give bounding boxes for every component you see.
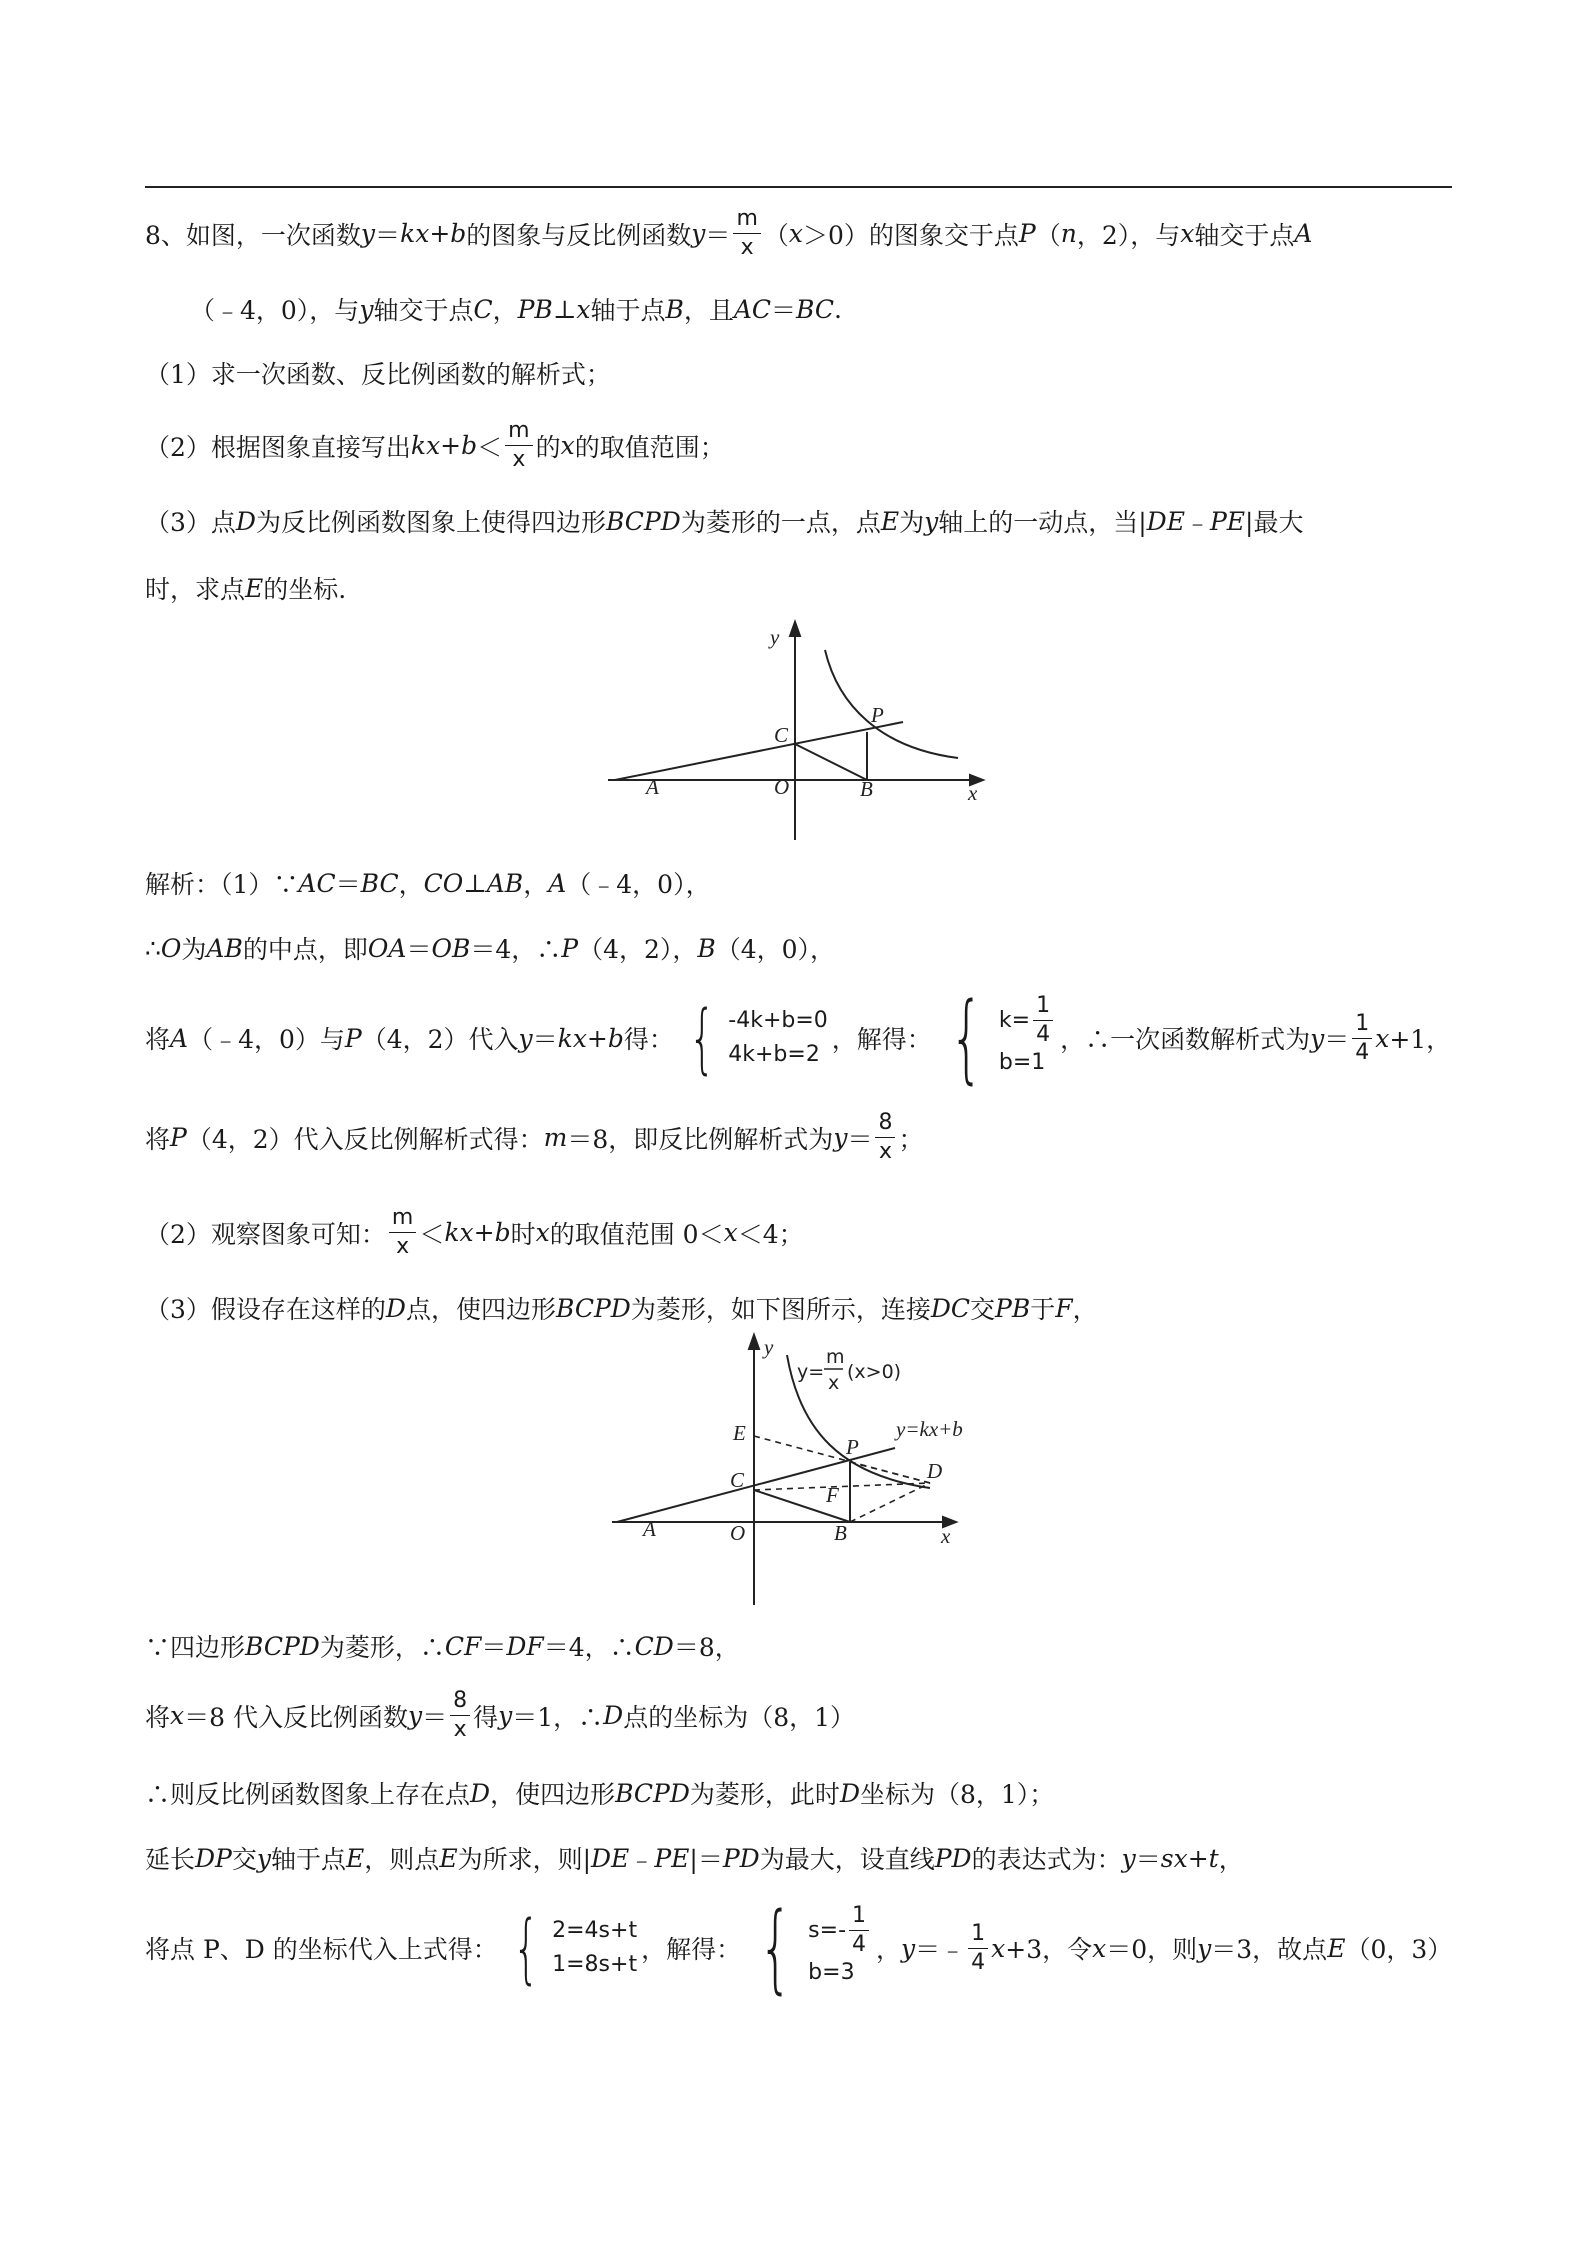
- fraction-m-over-x: [505, 420, 532, 471]
- text: [728, 1004, 828, 1072]
- text: DC: [930, 1293, 971, 1323]
- text: （﹣4，0）与: [188, 1025, 345, 1054]
- text: ＝: [481, 1633, 507, 1662]
- curve-label: [797, 1346, 901, 1394]
- text: 得: [473, 1702, 499, 1732]
- text: 点的坐标为（8，1）: [623, 1702, 856, 1732]
- text: ＜: [477, 432, 503, 462]
- text: ＝: [705, 220, 731, 250]
- text: 得：: [623, 1025, 674, 1054]
- text: b: [450, 219, 467, 248]
- text: 点，使四边形: [405, 1295, 556, 1324]
- text: ＝: [1324, 1025, 1350, 1054]
- label-b: B: [834, 1521, 847, 1545]
- text: 的坐标.: [263, 575, 347, 604]
- text: ＝: [375, 220, 401, 250]
- text: x: [560, 431, 575, 460]
- label-b: B: [860, 777, 873, 801]
- text: n: [1060, 219, 1077, 248]
- line-kx-b: [615, 722, 903, 780]
- text: y: [901, 1933, 916, 1963]
- svg-text:(x>0): (x>0): [847, 1361, 902, 1383]
- text: 时，求点: [145, 575, 246, 604]
- solution-line-6: [145, 1290, 1098, 1326]
- solution-line-1: [145, 865, 711, 901]
- text: [1033, 995, 1053, 1046]
- text: BC: [796, 294, 835, 324]
- label-c: C: [730, 1468, 745, 1492]
- label-p: P: [846, 1435, 859, 1459]
- text: 4: [852, 1932, 867, 1958]
- text: 为: [181, 935, 207, 964]
- text: ＝: [406, 935, 432, 964]
- label-x: x: [941, 1524, 951, 1548]
- text: ，: [876, 1935, 902, 1964]
- text: （1）求一次函数、反比例函数的解析式；: [145, 360, 611, 389]
- text: 4: [1355, 1039, 1370, 1065]
- text: P: [561, 933, 579, 963]
- text: CO: [423, 868, 464, 898]
- text: ∴则反比例函数图象上存在点: [145, 1780, 471, 1809]
- text: CF: [444, 1631, 482, 1661]
- text: （4，2），: [578, 935, 698, 964]
- text: ；: [898, 1124, 924, 1154]
- text: .: [834, 294, 842, 324]
- text: ⊥: [552, 294, 577, 324]
- text: D: [839, 1778, 860, 1808]
- text: [808, 1905, 872, 1956]
- solution-line-10: [145, 1840, 1244, 1876]
- text: +: [1187, 1843, 1209, 1873]
- label-y: y: [764, 1335, 774, 1359]
- text: ，∴一次函数解析式为: [1060, 1025, 1311, 1054]
- text: P: [170, 1123, 187, 1152]
- text: x: [1092, 1933, 1107, 1963]
- text: ＝4，∴: [470, 935, 562, 964]
- question-2: [145, 420, 725, 471]
- text: DF: [506, 1631, 544, 1661]
- text: D: [385, 1293, 406, 1323]
- figure-1: [600, 615, 1000, 845]
- solution-system-1: [936, 982, 1056, 1094]
- label-a: A: [646, 775, 659, 799]
- text: DE: [591, 1843, 630, 1873]
- text: 的: [535, 432, 561, 462]
- line-label: y=kx+b: [896, 1417, 963, 1441]
- text: kx: [557, 1023, 587, 1053]
- text: PB: [995, 1293, 1031, 1323]
- text: y: [1310, 1023, 1325, 1053]
- problem-line-2: [190, 291, 842, 327]
- text: BCPD: [615, 1778, 690, 1808]
- text: ，: [1072, 1295, 1098, 1324]
- text: B: [697, 933, 716, 963]
- text: ，则点: [364, 1845, 440, 1874]
- text: BCPD: [245, 1631, 320, 1661]
- solution-line-11: [145, 1892, 1453, 2004]
- text: 为所求，则|: [457, 1845, 591, 1874]
- text: BC: [360, 868, 399, 898]
- question-1: [145, 355, 611, 391]
- text: 坐标为（8，1）；: [859, 1780, 1055, 1809]
- line-kx-b: [617, 1448, 895, 1522]
- text: ＝0，则: [1106, 1935, 1198, 1964]
- text: y: [498, 1701, 513, 1730]
- text: 8、如图，一次函数: [145, 220, 361, 250]
- segment-cd: [754, 1483, 930, 1490]
- text: ∵四边形: [145, 1633, 246, 1662]
- text: ＝: [771, 296, 797, 325]
- figure-2: [600, 1325, 1000, 1615]
- text: A: [1294, 219, 1313, 248]
- text: A: [548, 868, 567, 898]
- brace: {: [949, 982, 984, 1094]
- text: +: [586, 1023, 608, 1053]
- text: ﹣: [629, 1845, 655, 1874]
- text: E: [1327, 1933, 1346, 1963]
- text: E: [439, 1843, 458, 1873]
- equation-system-2: [502, 1903, 638, 1992]
- text: y: [691, 219, 706, 248]
- text: E: [346, 1843, 365, 1873]
- text: ，解得：: [831, 1025, 932, 1054]
- text: 为菱形，∴: [319, 1633, 445, 1662]
- text: DE: [1146, 506, 1185, 536]
- text: m: [733, 208, 760, 234]
- text: kx: [400, 219, 430, 248]
- text: ＝: [847, 1124, 873, 1154]
- text: P: [1018, 219, 1036, 248]
- text: ，2），与: [1076, 220, 1181, 250]
- text: PD: [722, 1843, 760, 1873]
- text: ∴: [145, 933, 161, 963]
- text: +3，令: [1005, 1935, 1093, 1964]
- text: （4，2）代入反比例解析式得：: [186, 1124, 544, 1154]
- text: （3）假设存在这样的: [145, 1295, 386, 1324]
- text: ＝8，即反比例解析式为: [567, 1124, 834, 1154]
- text: b=3: [808, 1960, 855, 1986]
- text: （0，3）: [1345, 1935, 1453, 1964]
- text: 的中点，即: [242, 935, 368, 964]
- text: 4: [1036, 1022, 1051, 1048]
- text: E: [880, 506, 900, 536]
- text: ＝: [422, 1702, 448, 1732]
- text: （: [763, 220, 789, 250]
- label-o: O: [730, 1521, 746, 1545]
- text: （﹣4，0），: [566, 870, 711, 899]
- text: （3）点: [145, 508, 236, 537]
- text: [552, 1914, 637, 1982]
- text: ＝3，故点: [1211, 1935, 1328, 1964]
- text: x: [535, 1218, 550, 1247]
- text: x: [453, 1717, 467, 1742]
- solution-line-3: [145, 982, 1452, 1094]
- text: [808, 1905, 872, 1990]
- text: m: [543, 1123, 568, 1152]
- text: （4，2）代入: [361, 1025, 519, 1054]
- text: ，且: [683, 296, 734, 325]
- label-e: E: [733, 1421, 746, 1445]
- text: ，: [492, 296, 518, 325]
- header-rule: [145, 186, 1452, 188]
- text: x: [788, 219, 803, 248]
- solution-line-4: [145, 1112, 923, 1163]
- text: ＝4，∴: [543, 1633, 635, 1662]
- solution-system-2: [745, 1892, 872, 2004]
- text: +: [473, 1218, 495, 1247]
- text: y: [518, 1023, 533, 1053]
- text: +: [429, 219, 451, 248]
- text: 为: [899, 508, 925, 537]
- fraction-8-over-x: [450, 1690, 470, 1741]
- segment-cb: [795, 744, 867, 780]
- text: ＞0）的图象交于点: [803, 220, 1019, 250]
- text: b: [494, 1218, 511, 1247]
- label-o: O: [774, 775, 790, 799]
- text: 为菱形，此时: [689, 1780, 840, 1809]
- text: 轴交于点: [1194, 220, 1295, 250]
- text: 1: [1033, 995, 1053, 1021]
- text: m: [505, 420, 532, 446]
- text: 为最大，设直线: [759, 1845, 935, 1874]
- text: 的取值范围 0＜: [549, 1219, 724, 1249]
- text: [999, 995, 1056, 1080]
- fraction-one-quarter: [968, 1920, 988, 1975]
- text: AB: [486, 868, 524, 898]
- text: b=1: [998, 1050, 1046, 1076]
- text: sx: [1160, 1843, 1188, 1873]
- text: x: [740, 235, 754, 260]
- y-axis-arrow: [790, 622, 800, 636]
- fraction-8-over-x: [875, 1112, 895, 1163]
- text: 1=8s+t: [552, 1952, 638, 1977]
- text: PD: [934, 1843, 972, 1873]
- text: （4，0），: [715, 935, 836, 964]
- text: |＝: [689, 1845, 723, 1874]
- text: DP: [195, 1843, 232, 1873]
- text: C: [473, 294, 493, 324]
- text: O: [160, 933, 182, 963]
- text: 1: [1352, 1013, 1372, 1039]
- text: ＝: [532, 1025, 558, 1054]
- text: 时: [510, 1219, 536, 1249]
- text: 交: [231, 1845, 257, 1874]
- text: y: [1197, 1933, 1212, 1963]
- text: y: [360, 219, 376, 248]
- text: x: [1375, 1023, 1390, 1053]
- text: B: [665, 294, 684, 324]
- text: y: [833, 1123, 848, 1152]
- text: 将点 P、D 的坐标代入上式得：: [145, 1935, 498, 1964]
- text: 4k+b=2: [728, 1042, 820, 1067]
- text: 为菱形，如下图所示，连接: [630, 1295, 931, 1324]
- text: PE: [1209, 506, 1246, 536]
- text: ，: [1218, 1845, 1244, 1874]
- text: （2）根据图象直接写出: [145, 432, 411, 462]
- brace: {: [758, 1892, 793, 2004]
- text: y: [256, 1843, 272, 1873]
- text: OA: [367, 933, 407, 963]
- svg-text:x: x: [828, 1372, 840, 1394]
- text: t: [1208, 1843, 1219, 1873]
- text: PE: [654, 1843, 690, 1873]
- text: k=: [998, 1007, 1031, 1033]
- solution-line-7: [145, 1628, 740, 1664]
- text: 为反比例函数图象上使得四边形: [255, 508, 606, 537]
- text: s=-: [808, 1917, 847, 1943]
- text: 轴于点: [271, 1845, 347, 1874]
- text: 8: [450, 1690, 470, 1716]
- text: kx: [444, 1218, 474, 1247]
- fraction-m-over-x: [389, 1207, 416, 1258]
- text: （: [1035, 220, 1061, 250]
- text: 将: [145, 1025, 171, 1054]
- equation-system-1: [678, 993, 828, 1082]
- text: ＝1，∴: [512, 1702, 604, 1732]
- text: 解析：（1）∵: [145, 870, 299, 899]
- y-axis-arrow: [749, 1335, 759, 1349]
- text: ＝: [1135, 1845, 1161, 1874]
- text: ＝﹣: [915, 1935, 966, 1964]
- question-3-line-2: [145, 570, 346, 606]
- text: 将: [145, 1702, 171, 1732]
- text: +1，: [1389, 1025, 1452, 1054]
- text: D: [235, 506, 256, 536]
- text: ，: [398, 870, 424, 899]
- text: 轴于点: [590, 296, 666, 325]
- text: +: [440, 431, 462, 460]
- text: CD: [634, 1631, 674, 1661]
- text: |最大: [1245, 508, 1304, 537]
- solution-line-2: [145, 930, 835, 966]
- text: ＝8，: [673, 1633, 740, 1662]
- text: y: [1121, 1843, 1136, 1873]
- label-p: P: [871, 703, 884, 727]
- text: [999, 995, 1056, 1046]
- text: OB: [431, 933, 471, 963]
- text: ⊥: [463, 868, 487, 898]
- text: AC: [298, 868, 336, 898]
- text: x: [878, 1139, 892, 1164]
- fraction-m-over-x: [733, 208, 760, 259]
- text: F: [1055, 1293, 1073, 1323]
- text: 为菱形的一点，点: [680, 508, 881, 537]
- text: 交: [970, 1295, 996, 1324]
- text: P: [344, 1023, 362, 1053]
- label-d: D: [927, 1459, 943, 1483]
- text: 1: [968, 1923, 988, 1949]
- label-c: C: [774, 723, 789, 747]
- solution-line-9: [145, 1775, 1054, 1811]
- text: x: [170, 1701, 185, 1730]
- text: （2）观察图象可知：: [145, 1219, 386, 1249]
- text: y: [359, 294, 374, 324]
- text: x: [512, 447, 526, 472]
- text: 8: [875, 1112, 895, 1138]
- text: 的表达式为：: [971, 1845, 1122, 1874]
- segment-bd: [850, 1483, 930, 1522]
- text: BCPD: [555, 1293, 631, 1323]
- fraction-one-quarter: [1352, 1010, 1372, 1065]
- text: x: [1180, 219, 1195, 248]
- text: E: [245, 573, 264, 603]
- text: 1: [849, 1905, 869, 1931]
- label-x: x: [968, 781, 978, 805]
- text: ＜: [419, 1219, 445, 1249]
- hyperbola: [825, 650, 958, 758]
- problem-line-1: [145, 208, 1312, 259]
- text: x: [723, 1218, 738, 1247]
- text: ﹣: [1184, 508, 1210, 537]
- solution-line-8: [145, 1690, 855, 1741]
- text: D: [603, 1701, 624, 1730]
- brace: {: [512, 1903, 540, 1992]
- text: 将: [145, 1124, 171, 1154]
- text: -4k+b=0: [728, 1007, 828, 1033]
- text: 于: [1030, 1295, 1056, 1324]
- text: BCPD: [605, 506, 681, 536]
- text: 轴上的一动点，当|: [938, 508, 1147, 537]
- label-f: F: [826, 1483, 839, 1507]
- label-a: A: [643, 1517, 656, 1541]
- text: m: [389, 1207, 416, 1233]
- text: 4: [971, 1949, 986, 1975]
- brace: {: [688, 993, 716, 1082]
- text: ，使四边形: [490, 1780, 616, 1809]
- text: x: [991, 1933, 1006, 1963]
- question-3-line-1: [145, 503, 1303, 539]
- text: x: [576, 294, 591, 324]
- text: AB: [206, 933, 243, 963]
- solution-line-5: [145, 1207, 804, 1258]
- text: ＜4；: [737, 1219, 804, 1249]
- text: PB: [517, 294, 553, 324]
- text: 2=4s+t: [552, 1917, 638, 1943]
- text: A: [170, 1023, 189, 1053]
- svg-text:y=: y=: [797, 1361, 825, 1383]
- text: kx: [410, 431, 441, 460]
- text: D: [470, 1778, 491, 1808]
- text: （﹣4，0），与: [190, 296, 360, 325]
- text: 的图象与反比例函数: [466, 220, 692, 250]
- text: AC: [733, 294, 772, 324]
- text: b: [607, 1023, 624, 1053]
- text: y: [924, 506, 939, 536]
- text: ，: [523, 870, 549, 899]
- text: ，解得：: [641, 1935, 742, 1964]
- label-y: y: [770, 625, 780, 649]
- text: 的取值范围；: [574, 432, 725, 462]
- svg-text:m: m: [826, 1346, 845, 1368]
- text: x: [396, 1234, 410, 1259]
- text: y: [407, 1701, 423, 1730]
- text: ＝8 代入反比例函数: [184, 1702, 408, 1732]
- text: b: [461, 431, 478, 460]
- text: 轴交于点: [373, 296, 474, 325]
- text: [849, 1905, 869, 1956]
- text: 延长: [145, 1845, 196, 1874]
- text: ＝: [335, 870, 361, 899]
